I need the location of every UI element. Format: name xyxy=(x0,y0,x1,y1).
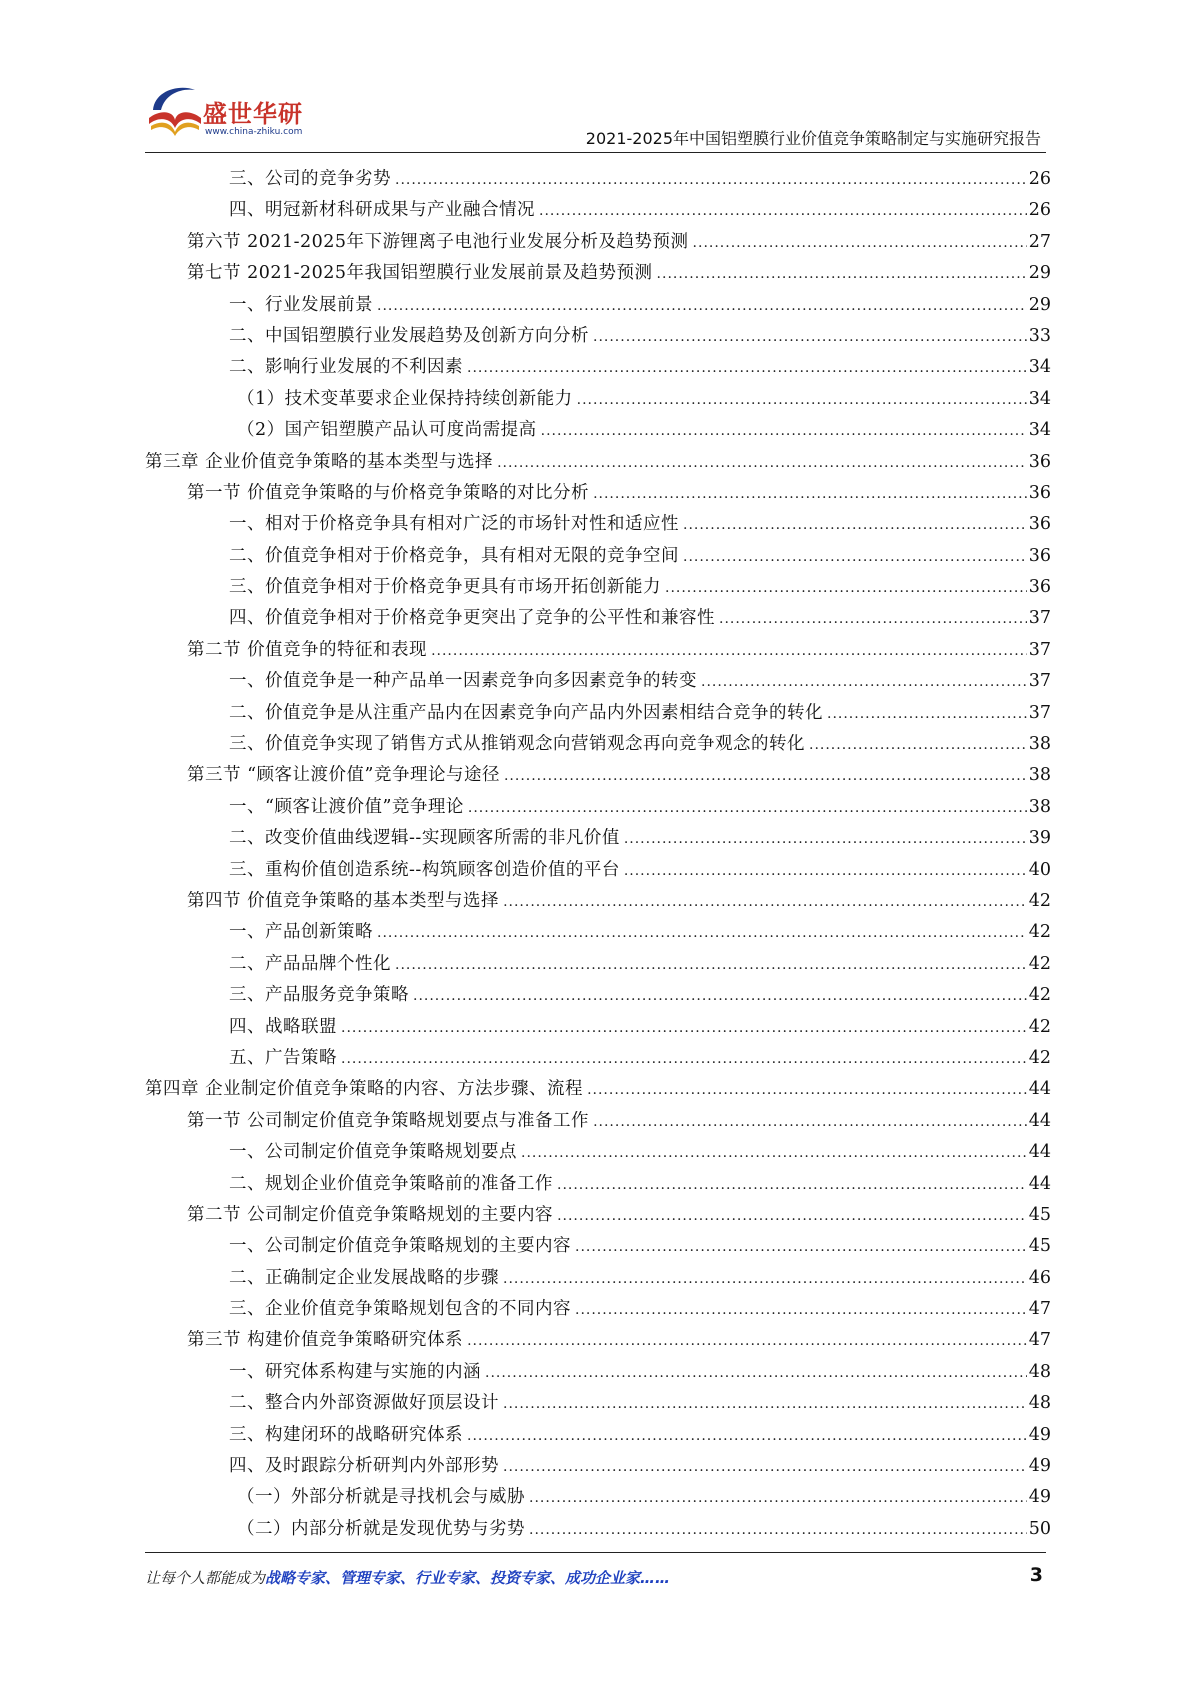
toc-dot-leader xyxy=(593,322,1027,353)
toc-entry-title: 一、公司制定价值竞争策略规划要点 xyxy=(229,1142,517,1163)
page-header xyxy=(0,0,1191,160)
toc-entry[interactable] xyxy=(145,1388,1051,1419)
toc-entry-page: 34 xyxy=(1028,420,1051,441)
company-logo xyxy=(145,80,315,150)
toc-entry[interactable] xyxy=(145,886,1051,917)
toc-entry-page: 37 xyxy=(1028,671,1051,692)
toc-entry[interactable] xyxy=(145,572,1051,603)
toc-dot-leader xyxy=(395,950,1027,981)
toc-dot-leader xyxy=(657,259,1027,290)
toc-entry-page: 44 xyxy=(1028,1142,1051,1163)
toc-entry[interactable] xyxy=(145,666,1051,697)
toc-entry-page: 37 xyxy=(1028,608,1051,629)
toc-entry-title: 二、正确制定企业发展战略的步骤 xyxy=(229,1267,499,1288)
toc-entry-title: 三、价值竞争相对于价格竞争更具有市场开拓创新能力 xyxy=(229,577,661,598)
toc-entry[interactable] xyxy=(145,1043,1051,1074)
toc-dot-leader xyxy=(341,1044,1027,1075)
toc-entry-title: 二、整合内外部资源做好顶层设计 xyxy=(229,1393,499,1414)
toc-entry-page: 36 xyxy=(1028,577,1051,598)
toc-entry[interactable] xyxy=(145,1231,1051,1262)
toc-entry[interactable] xyxy=(145,1420,1051,1451)
toc-entry-page: 27 xyxy=(1028,231,1051,252)
toc-entry-title: 三、公司的竞争劣势 xyxy=(229,169,391,189)
toc-entry[interactable] xyxy=(145,1169,1051,1200)
toc-dot-leader xyxy=(683,510,1027,541)
toc-entry[interactable] xyxy=(145,321,1051,352)
toc-dot-leader xyxy=(593,479,1027,510)
toc-dot-leader xyxy=(719,604,1027,635)
toc-entry-page: 45 xyxy=(1028,1236,1051,1257)
toc-dot-leader xyxy=(539,196,1027,227)
toc-entry-title: 一、相对于价格竞争具有相对广泛的市场针对性和适应性 xyxy=(229,514,679,535)
toc-entry-page: 39 xyxy=(1028,828,1051,849)
toc-entry[interactable] xyxy=(145,1137,1051,1168)
header-divider xyxy=(145,152,1046,153)
toc-entry-title: 三、产品服务竞争策略 xyxy=(229,985,409,1006)
toc-dot-leader xyxy=(701,667,1027,698)
toc-entry-title: 四、及时跟踪分析研判内外部形势 xyxy=(229,1456,499,1477)
toc-entry-title: （二）内部分析就是发现优势与劣势 xyxy=(237,1518,525,1539)
toc-entry-page: 46 xyxy=(1028,1267,1051,1288)
toc-dot-leader xyxy=(587,1075,1027,1106)
toc-entry-title: 第六节 2021-2025年下游锂离子电池行业发展分析及趋势预测 xyxy=(187,231,689,252)
toc-entry-title: 一、行业发展前景 xyxy=(229,294,373,315)
toc-dot-leader xyxy=(624,856,1027,887)
toc-entry[interactable] xyxy=(145,1514,1051,1545)
toc-dot-leader xyxy=(497,448,1027,479)
toc-entry-title: 一、产品创新策略 xyxy=(229,922,373,943)
toc-entry[interactable] xyxy=(145,1482,1051,1513)
toc-entry[interactable] xyxy=(145,698,1051,729)
toc-dot-leader xyxy=(467,1326,1027,1357)
toc-dot-leader xyxy=(377,291,1027,322)
toc-dot-leader xyxy=(503,1452,1027,1483)
toc-entry[interactable] xyxy=(145,509,1051,540)
toc-entry[interactable] xyxy=(145,1357,1051,1388)
toc-entry-title: 一、“顾客让渡价值”竞争理论 xyxy=(229,796,464,817)
toc-entry-title: （一）外部分析就是寻找机会与威胁 xyxy=(237,1487,525,1508)
footer-slogan-prefix: 让每个人都能成为 xyxy=(145,1569,266,1587)
toc-entry-page: 38 xyxy=(1028,734,1051,755)
toc-entry-title: 第二节 公司制定价值竞争策略规划的主要内容 xyxy=(187,1204,554,1225)
toc-entry[interactable] xyxy=(145,760,1051,791)
toc-entry-page: 48 xyxy=(1028,1393,1051,1414)
toc-entry-page: 42 xyxy=(1028,985,1051,1006)
toc-entry[interactable] xyxy=(145,384,1051,415)
toc-entry[interactable] xyxy=(145,855,1051,886)
toc-entry[interactable] xyxy=(145,917,1051,948)
toc-entry-title: 第七节 2021-2025年我国铝塑膜行业发展前景及趋势预测 xyxy=(187,263,653,284)
toc-entry-page: 29 xyxy=(1028,294,1051,315)
toc-entry-title: 第一节 公司制定价值竞争策略规划要点与准备工作 xyxy=(187,1110,590,1131)
toc-entry-title: 第三节 构建价值竞争策略研究体系 xyxy=(187,1330,464,1351)
toc-entry[interactable] xyxy=(145,729,1051,760)
toc-dot-leader xyxy=(665,573,1027,604)
toc-entry[interactable] xyxy=(145,164,1051,195)
toc-entry[interactable] xyxy=(145,447,1051,478)
toc-entry[interactable] xyxy=(145,258,1051,289)
toc-entry[interactable] xyxy=(145,541,1051,572)
toc-entry-page: 36 xyxy=(1028,482,1051,503)
toc-entry-page: 44 xyxy=(1028,1079,1051,1100)
toc-entry-page: 50 xyxy=(1028,1518,1051,1539)
toc-entry-title: 四、明冠新材科研成果与产业融合情况 xyxy=(229,200,535,221)
toc-entry-page: 33 xyxy=(1028,325,1051,346)
toc-entry-page: 42 xyxy=(1028,1047,1051,1068)
toc-dot-leader xyxy=(683,542,1027,573)
toc-entry-title: 二、规划企业价值竞争策略前的准备工作 xyxy=(229,1173,553,1194)
toc-entry-page: 34 xyxy=(1028,357,1051,378)
toc-entry-page: 49 xyxy=(1028,1456,1051,1477)
toc-entry-title: 一、价值竞争是一种产品单一因素竞争向多因素竞争的转变 xyxy=(229,671,697,692)
toc-entry-title: 第四节 价值竞争策略的基本类型与选择 xyxy=(187,890,500,911)
toc-dot-leader xyxy=(485,1358,1027,1389)
toc-entry[interactable] xyxy=(145,1263,1051,1294)
toc-entry-page: 36 xyxy=(1028,545,1051,566)
toc-entry[interactable] xyxy=(145,290,1051,321)
toc-entry-title: 四、价值竞争相对于价格竞争更突出了竞争的公平性和兼容性 xyxy=(229,608,715,629)
toc-entry-page: 45 xyxy=(1028,1204,1051,1225)
toc-entry-title: 第二节 价值竞争的特征和表现 xyxy=(187,639,428,660)
toc-dot-leader xyxy=(557,1201,1027,1232)
page-number: 3 xyxy=(1029,1564,1043,1586)
toc-entry-title: 三、重构价值创造系统--构筑顾客创造价值的平台 xyxy=(229,859,620,880)
toc-entry-title: （2）国产铝塑膜产品认可度尚需提高 xyxy=(237,420,537,441)
toc-entry-page: 49 xyxy=(1028,1424,1051,1445)
toc-dot-leader xyxy=(693,228,1027,259)
toc-entry-page: 26 xyxy=(1028,200,1051,221)
toc-dot-leader xyxy=(377,918,1027,949)
toc-entry[interactable] xyxy=(145,635,1051,666)
toc-dot-leader xyxy=(575,1232,1027,1263)
toc-entry-title: 一、研究体系构建与实施的内涵 xyxy=(229,1361,481,1382)
toc-entry[interactable] xyxy=(145,949,1051,980)
toc-entry-page: 47 xyxy=(1028,1330,1051,1351)
toc-entry-title: 第一节 价值竞争策略的与价格竞争策略的对比分析 xyxy=(187,482,590,503)
toc-entry-title: 三、构建闭环的战略研究体系 xyxy=(229,1424,463,1445)
toc-entry-title: 二、影响行业发展的不利因素 xyxy=(229,357,463,378)
toc-entry[interactable] xyxy=(145,603,1051,634)
book-swoosh-logo-icon xyxy=(145,80,205,142)
toc-entry-page: 42 xyxy=(1028,953,1051,974)
toc-dot-leader xyxy=(521,1138,1027,1169)
toc-entry-page: 26 xyxy=(1028,169,1051,189)
toc-entry[interactable] xyxy=(145,1106,1051,1137)
toc-entry-page: 38 xyxy=(1028,765,1051,786)
toc-entry[interactable] xyxy=(145,1200,1051,1231)
toc-dot-leader xyxy=(541,416,1027,447)
toc-dot-leader xyxy=(431,636,1027,667)
toc-dot-leader xyxy=(395,165,1027,196)
toc-entry-title: 二、改变价值曲线逻辑--实现顾客所需的非凡价值 xyxy=(229,828,620,849)
toc-entry-title: 二、产品品牌个性化 xyxy=(229,953,391,974)
toc-entry-title: 五、广告策略 xyxy=(229,1047,337,1068)
toc-dot-leader xyxy=(827,699,1027,730)
footer-divider xyxy=(145,1552,1046,1553)
toc-dot-leader xyxy=(413,981,1027,1012)
toc-entry-page: 34 xyxy=(1028,388,1051,409)
toc-entry-page: 38 xyxy=(1028,796,1051,817)
toc-entry[interactable] xyxy=(145,478,1051,509)
toc-dot-leader xyxy=(467,1421,1027,1452)
toc-dot-leader xyxy=(503,887,1027,918)
toc-entry-page: 42 xyxy=(1028,922,1051,943)
logo-name: 盛世华研 xyxy=(203,100,303,128)
toc-entry-page: 37 xyxy=(1028,702,1051,723)
toc-entry[interactable] xyxy=(145,415,1051,446)
toc-dot-leader xyxy=(468,793,1027,824)
toc-entry[interactable] xyxy=(145,823,1051,854)
toc-dot-leader xyxy=(575,1295,1027,1326)
toc-entry-title: 二、中国铝塑膜行业发展趋势及创新方向分析 xyxy=(229,325,589,346)
toc-entry-title: 二、价值竞争相对于价格竞争，具有相对无限的竞争空间 xyxy=(229,545,679,566)
toc-entry-title: 第三章 企业价值竞争策略的基本类型与选择 xyxy=(145,451,494,472)
toc-entry-page: 44 xyxy=(1028,1173,1051,1194)
toc-dot-leader xyxy=(529,1483,1027,1514)
toc-dot-leader xyxy=(529,1515,1027,1546)
toc-entry-page: 40 xyxy=(1028,859,1051,880)
logo-url: www.china-zhiku.com xyxy=(205,127,303,137)
toc-dot-leader xyxy=(467,353,1027,384)
toc-entry-page: 42 xyxy=(1028,890,1051,911)
toc-entry-title: 第三节 “顾客让渡价值”竞争理论与途径 xyxy=(187,765,500,786)
toc-entry-title: 一、公司制定价值竞争策略规划的主要内容 xyxy=(229,1236,571,1257)
toc-entry-page: 42 xyxy=(1028,1016,1051,1037)
toc-dot-leader xyxy=(503,1389,1027,1420)
toc-dot-leader xyxy=(503,1264,1027,1295)
toc-entry-page: 36 xyxy=(1028,514,1051,535)
toc-entry-title: 三、企业价值竞争策略规划包含的不同内容 xyxy=(229,1299,571,1320)
toc-entry-page: 48 xyxy=(1028,1361,1051,1382)
toc-entry-page: 37 xyxy=(1028,639,1051,660)
footer-slogan xyxy=(145,1567,670,1588)
toc-dot-leader xyxy=(341,1013,1027,1044)
toc-entry[interactable] xyxy=(145,1074,1051,1105)
toc-entry-page: 49 xyxy=(1028,1487,1051,1508)
toc-entry-title: 三、价值竞争实现了销售方式从推销观念向营销观念再向竞争观念的转化 xyxy=(229,734,805,755)
toc-entry[interactable] xyxy=(145,195,1051,226)
toc-entry[interactable] xyxy=(145,1012,1051,1043)
toc-entry-page: 47 xyxy=(1028,1299,1051,1320)
toc-entry[interactable] xyxy=(145,1325,1051,1356)
toc-entry[interactable] xyxy=(145,1451,1051,1482)
toc-dot-leader xyxy=(809,730,1027,761)
toc-dot-leader xyxy=(504,761,1027,792)
toc-dot-leader xyxy=(624,824,1027,855)
toc-dot-leader xyxy=(577,385,1027,416)
toc-dot-leader xyxy=(557,1170,1027,1201)
toc-entry-title: （1）技术变革要求企业保持持续创新能力 xyxy=(237,388,573,409)
toc-entry-page: 36 xyxy=(1028,451,1051,472)
table-of-contents xyxy=(145,164,1051,1545)
toc-entry-title: 第四章 企业制定价值竞争策略的内容、方法步骤、流程 xyxy=(145,1079,584,1100)
toc-entry[interactable] xyxy=(145,227,1051,258)
toc-entry-page: 29 xyxy=(1028,263,1051,284)
report-title: 2021-2025年中国铝塑膜行业价值竞争策略制定与实施研究报告 xyxy=(585,129,1041,148)
toc-dot-leader xyxy=(593,1107,1027,1138)
toc-entry-page: 44 xyxy=(1028,1110,1051,1131)
toc-entry[interactable] xyxy=(145,352,1051,383)
toc-entry[interactable] xyxy=(145,1294,1051,1325)
footer-slogan-highlight: 战略专家、管理专家、行业专家、投资专家、成功企业家…… xyxy=(265,1569,671,1587)
toc-entry[interactable] xyxy=(145,792,1051,823)
toc-entry-title: 二、价值竞争是从注重产品内在因素竞争向产品内外因素相结合竞争的转化 xyxy=(229,702,823,723)
toc-entry[interactable] xyxy=(145,980,1051,1011)
toc-entry-title: 四、战略联盟 xyxy=(229,1016,337,1037)
